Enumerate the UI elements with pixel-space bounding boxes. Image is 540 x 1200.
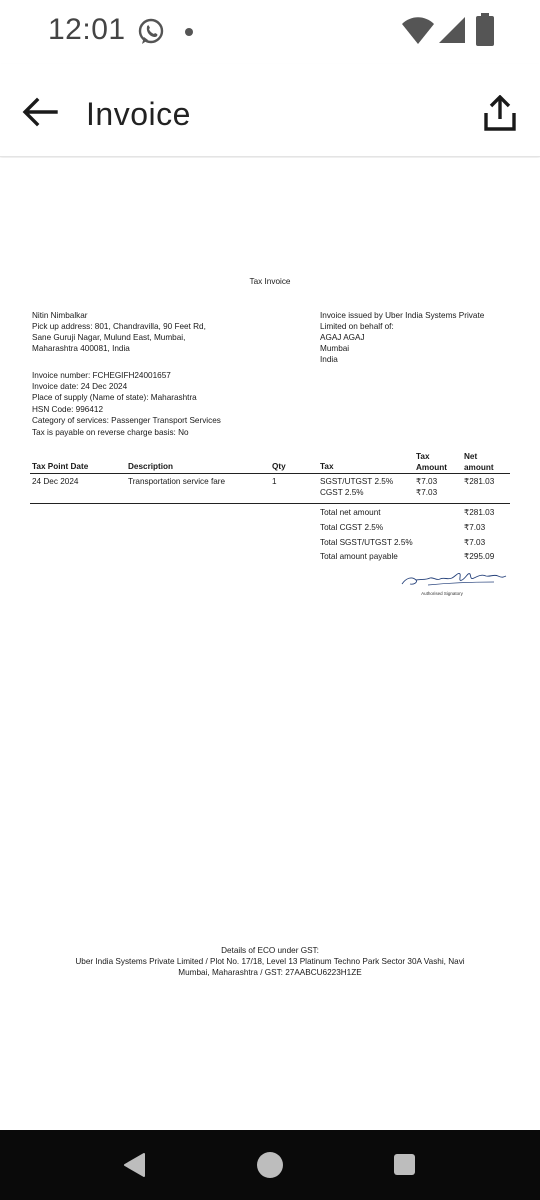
eco-heading: Details of ECO under GST: [221, 946, 319, 955]
row-tax-line: CGST 2.5% [320, 488, 364, 497]
invoice-date: Invoice date: 24 Dec 2024 [32, 382, 128, 391]
row-tax-line: SGST/UTGST 2.5% [320, 477, 394, 486]
authorised-signatory-label: Authorised Signatory [421, 591, 463, 596]
issuer-line: Mumbai [320, 344, 350, 353]
row-tax-point-date: 24 Dec 2024 [32, 477, 79, 486]
invoice-document[interactable] [0, 158, 540, 1130]
status-time: 12:01 [48, 13, 126, 46]
service-category: Category of services: Passenger Transport Services [32, 416, 221, 425]
wifi-icon [401, 16, 435, 46]
row-description: Transportation service fare [128, 477, 226, 486]
table-header-rule [30, 473, 510, 474]
pickup-address-line: Pick up address: 801, Chandravilla, 90 Feet Rd, [32, 322, 206, 331]
total-label: Total SGST/UTGST 2.5% [320, 538, 413, 547]
whatsapp-icon [136, 17, 166, 47]
table-body-rule [30, 503, 510, 504]
col-tax-amount: Tax [416, 452, 430, 461]
issuer-line: India [320, 355, 338, 364]
arrow-left-icon[interactable] [22, 97, 58, 127]
total-value: ₹7.03 [464, 523, 486, 532]
issuer-line: Invoice issued by Uber India Systems Private [320, 311, 485, 320]
row-qty: 1 [272, 477, 277, 486]
total-payable-value: ₹295.09 [464, 552, 495, 561]
issuer-line: Limited on behalf of: [320, 322, 394, 331]
invoice-number: Invoice number: FCHEGIFH24001657 [32, 371, 171, 380]
col-tax-point-date: Tax Point Date [32, 462, 89, 471]
app-bar [0, 64, 540, 157]
customer-name: Nitin Nimbalkar [32, 311, 88, 320]
dot-icon [185, 28, 193, 36]
nav-home-icon[interactable] [257, 1152, 283, 1178]
share-icon[interactable] [483, 95, 517, 131]
nav-back-icon[interactable] [122, 1152, 148, 1178]
col-tax-amount: Amount [416, 463, 447, 472]
nav-recents-icon[interactable] [394, 1154, 415, 1175]
place-of-supply: Place of supply (Name of state): Maharashtra [32, 393, 197, 402]
total-value: ₹281.03 [464, 508, 495, 517]
pickup-address-line: Sane Guruji Nagar, Mulund East, Mumbai, [32, 333, 186, 342]
status-bar [0, 0, 540, 64]
total-label: Total net amount [320, 508, 381, 517]
col-qty: Qty [272, 462, 286, 471]
col-tax: Tax [320, 462, 334, 471]
page-title: Invoice [86, 96, 191, 132]
pickup-address-line: Maharashtra 400081, India [32, 344, 130, 353]
total-payable-label: Total amount payable [320, 552, 398, 561]
issuer-line: AGAJ AGAJ [320, 333, 365, 342]
eco-details-line: Mumbai, Maharashtra / GST: 27AABCU6223H1ZE [178, 968, 362, 977]
col-net-amount: Net [464, 452, 478, 461]
hsn-code: HSN Code: 996412 [32, 405, 104, 414]
battery-icon [475, 13, 495, 46]
system-nav-bar [0, 1130, 540, 1200]
eco-details-line: Uber India Systems Private Limited / Plot No. 17/18, Level 13 Platinum Techno Park Sector 30A Vashi, Navi [75, 957, 465, 966]
col-description: Description [128, 462, 174, 471]
row-tax-amount: ₹7.03 [416, 477, 438, 486]
signal-icon [438, 16, 466, 44]
total-label: Total CGST 2.5% [320, 523, 384, 532]
row-net-amount: ₹281.03 [464, 477, 495, 486]
signature-image [398, 568, 510, 590]
invoice-doc-title: Tax Invoice [249, 277, 291, 286]
total-value: ₹7.03 [464, 538, 486, 547]
reverse-charge: Tax is payable on reverse charge basis: No [32, 428, 189, 437]
row-tax-amount: ₹7.03 [416, 488, 438, 497]
col-net-amount: amount [464, 463, 494, 472]
